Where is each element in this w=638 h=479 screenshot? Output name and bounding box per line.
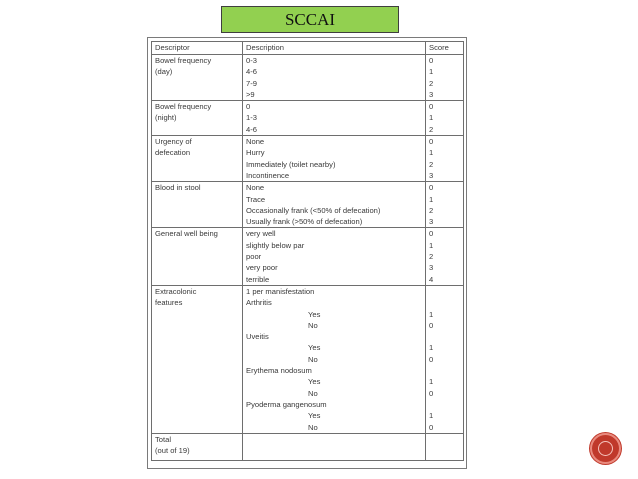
table-row [152,136,464,182]
description-text: Hurry [246,148,265,158]
table-row [152,101,464,136]
option-no: No [308,388,318,398]
table-row-extracolonic [152,285,464,433]
description-text: 1 per manisfestation [246,286,315,296]
score-text: 0 [429,56,434,65]
description-text: Usually frank (>50% of defecation) [246,217,363,227]
manifestation-name: Uveitis [246,332,269,342]
table-row [152,228,464,285]
manifestation-name: Erythema nodosum [246,366,312,376]
description-text: terrible [246,274,270,284]
option-yes: Yes [308,309,321,319]
score-text: 2 [429,78,434,88]
description-text: >9 [246,89,255,99]
description-text: 0 [246,102,251,112]
score-spacer [429,365,460,376]
description-text: 7-9 [246,78,257,88]
option-no: No [308,422,318,432]
score-text: 3 [429,217,434,227]
description-cell [243,228,426,285]
descriptor-text: Blood in stool [155,183,201,193]
total-cell [152,433,243,460]
descriptor-cell [152,55,243,101]
score-text: 1 [429,309,434,319]
description-text: Trace [246,194,266,204]
descriptor-cell [152,228,243,285]
descriptor-text: features [155,298,183,308]
circle-ring-icon [598,441,613,456]
score-text: 1 [429,67,434,77]
sccai-table [151,41,464,461]
description-text: very poor [246,263,278,273]
descriptor-text: (day) [155,67,173,77]
score-text: 1 [429,377,434,387]
score-text: 0 [429,137,434,147]
description-cell [243,182,426,228]
option-yes: Yes [308,377,321,387]
option-yes: Yes [308,343,321,353]
description-text: slightly below par [246,240,305,250]
score-text: 0 [429,229,434,239]
table-row-total [152,433,464,460]
table-header-row [152,42,464,55]
header-descriptor: Descriptor [152,42,243,55]
score-text: 0 [429,320,434,330]
total-description-cell [243,433,426,460]
option-no: No [308,354,318,364]
score-spacer [429,399,460,410]
score-text: 4 [429,274,434,284]
descriptor-text: Extracolonic [155,286,197,296]
score-text: 3 [429,170,434,180]
description-text: None [246,137,265,147]
description-text: Incontinence [246,170,290,180]
table-row [152,55,464,101]
description-text: 0-3 [246,56,257,65]
score-text: 2 [429,159,434,169]
score-text: 0 [429,422,434,432]
score-cell [426,228,464,285]
total-text: (out of 19) [155,446,190,456]
option-no: No [308,320,318,330]
score-text: 1 [429,343,434,353]
description-text: very well [246,229,276,239]
manifestation-name: Arthritis [246,298,272,308]
score-cell [426,55,464,101]
score-cell [426,182,464,228]
description-text: None [246,183,265,193]
manifestation-name: Pyoderma gangenosum [246,399,327,409]
score-text: 0 [429,183,434,193]
score-text: 1 [429,411,434,421]
next-slide-button[interactable] [592,435,619,462]
score-text: 2 [429,205,434,215]
descriptor-text: (night) [155,113,177,123]
description-text: poor [246,252,262,262]
slide-title: SCCAI [221,6,399,33]
description-text: Occasionally frank (<50% of defecation) [246,205,381,215]
score-text: 3 [429,263,434,273]
score-cell [426,101,464,136]
descriptor-text: Urgency of [155,137,192,147]
descriptor-text: defecation [155,148,191,158]
descriptor-text: Bowel frequency [155,102,212,112]
header-description: Description [243,42,426,55]
score-text: 0 [429,388,434,398]
score-cell [426,136,464,182]
descriptor-text: Bowel frequency [155,56,212,65]
description-text: 1-3 [246,113,257,123]
descriptor-cell [152,136,243,182]
descriptor-cell [152,182,243,228]
score-spacer [429,297,460,308]
score-spacer [429,286,460,297]
score-text: 3 [429,89,434,99]
description-cell [243,101,426,136]
score-text: 1 [429,240,434,250]
descriptor-text: General well being [155,229,218,239]
score-text: 1 [429,148,434,158]
score-text: 1 [429,113,434,123]
option-yes: Yes [308,411,321,421]
score-text: 2 [429,252,434,262]
table-body [152,55,464,461]
sccai-table-image [147,37,467,469]
table-row [152,182,464,228]
score-text: 2 [429,124,434,134]
description-text: 4-6 [246,67,257,77]
description-cell [243,136,426,182]
total-score-cell [426,433,464,460]
total-text: Total [155,434,172,444]
score-text: 0 [429,354,434,364]
score-text: 1 [429,194,434,204]
description-text: Immediately (toilet nearby) [246,159,336,169]
description-cell [243,55,426,101]
score-spacer [429,331,460,342]
descriptor-cell [152,285,243,433]
score-text: 0 [429,102,434,112]
description-cell [243,285,426,433]
description-text: 4-6 [246,124,257,134]
score-cell [426,285,464,433]
descriptor-cell [152,101,243,136]
header-score: Score [426,42,464,55]
